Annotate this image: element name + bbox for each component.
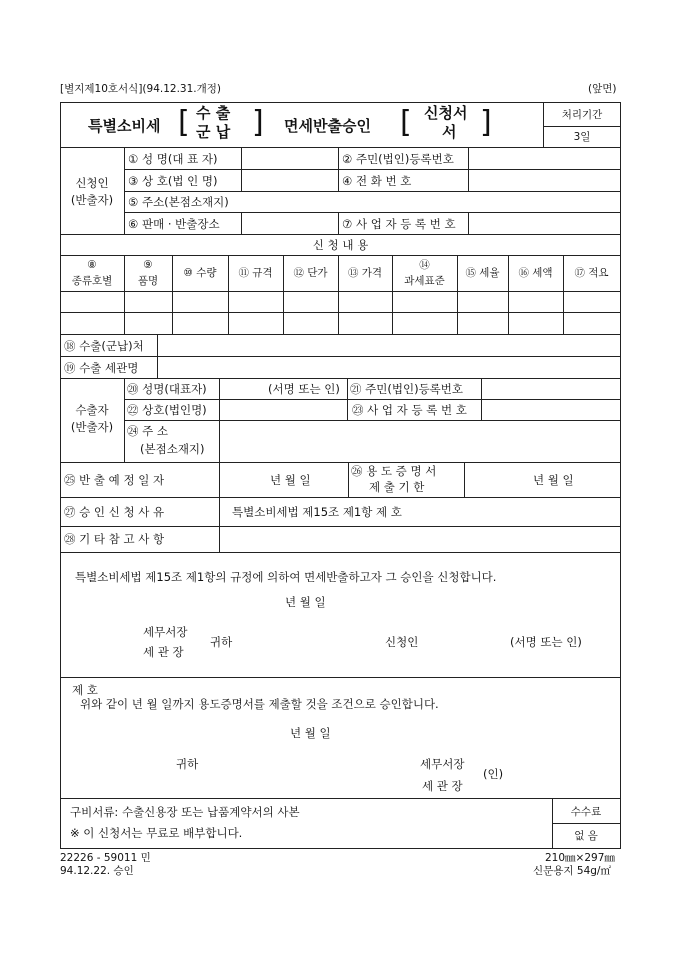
declaration-signature-hint[interactable]: (서명 또는 인) [510, 635, 582, 649]
declaration-honorific: 귀하 [210, 635, 233, 649]
exporter-reg-no-field[interactable] [483, 380, 619, 398]
export-customs-field[interactable] [159, 358, 619, 377]
release-date-label: ㉕ 반 출 예 정 일 자 [64, 473, 165, 487]
approval-honorific: 귀하 [176, 757, 199, 771]
bracket-right-1: ] [252, 105, 264, 140]
period-line [543, 126, 621, 127]
exporter-business-no-label: ㉓ 사 업 자 등 록 번 호 [352, 403, 467, 417]
exporter-company-field[interactable] [221, 401, 346, 419]
required-documents: 구비서류: 수출신용장 또는 납품계약서의 사본 [70, 805, 300, 819]
exporter-name-field[interactable] [221, 380, 346, 398]
sales-location-label: ⑥ 판매 · 반출장소 [128, 217, 220, 231]
applicant-name-field[interactable] [243, 149, 337, 168]
title-doc-application: 신청서 [424, 104, 468, 122]
applicant-address-label: ⑤ 주소(본점소재지) [128, 195, 229, 209]
approval-reason-field[interactable]: 특별소비세법 제15조 제1항 제 호 [232, 505, 402, 519]
col-type-label: 종류호별 [71, 275, 113, 287]
col-unit-price-label: ⑫ 단가 [293, 267, 328, 279]
col-tax-rate-label: ⑮ 세율 [465, 267, 500, 279]
item-row-2[interactable] [61, 313, 620, 333]
export-destination-field[interactable] [159, 336, 619, 355]
declaration-date[interactable]: 년 월 일 [285, 595, 326, 609]
certificate-deadline-field[interactable]: 년 월 일 [533, 473, 574, 487]
export-customs-label: ⑲ 수출 세관명 [64, 361, 139, 375]
exporter-company-label: ㉒ 상호(법인명) [127, 403, 207, 417]
title-main: 특별소비세 [88, 117, 161, 135]
fee-value: 없 음 [574, 830, 598, 842]
col-item-label: 품명 [137, 275, 159, 287]
title-option-export: 수 출 [196, 104, 231, 122]
form-code: 22226 - 59011 민 [60, 852, 151, 864]
other-reference-field[interactable] [221, 528, 619, 550]
declaration-text: 특별소비세법 제15조 제1항의 규정에 의하여 면세반출하고자 그 승인을 신청합니다. [75, 570, 497, 584]
applicant-company-label: ③ 상 호(법 인 명) [128, 174, 218, 188]
form-number: [별지제10호서식](94.12.31.개정) [60, 83, 221, 95]
applicant-address-field[interactable] [243, 193, 619, 211]
col-type-number: ⑧ [87, 259, 97, 271]
col-taxbase-number: ⑭ [419, 259, 430, 271]
frame-right [620, 102, 621, 849]
applicant-group-sublabel: (반출자) [70, 193, 114, 207]
page-side-label: (앞면) [588, 83, 617, 95]
exporter-group-label: 수출자 [75, 403, 109, 417]
frame-top [60, 102, 621, 103]
applicant-phone-field[interactable] [470, 171, 619, 190]
bracket-right-2: ] [480, 105, 492, 140]
exporter-group-sublabel: (반출자) [70, 420, 114, 434]
frame-left [60, 102, 61, 849]
business-reg-no-field[interactable] [470, 214, 619, 233]
col-tax-amount-label: ⑯ 세액 [518, 267, 553, 279]
col-taxbase-label: 과세표준 [404, 275, 445, 287]
applicant-company-field[interactable] [243, 171, 337, 190]
approval-date: 년 월 일 [290, 726, 331, 740]
export-destination-label: ⑱ 수출(군납)처 [64, 339, 144, 353]
col-item-number: ⑨ [143, 259, 153, 271]
item-row-1[interactable] [61, 292, 620, 311]
fee-label: 수수료 [570, 806, 602, 818]
title-bottom-line [60, 147, 621, 148]
approval-seal: (인) [483, 767, 504, 781]
release-date-field[interactable]: 년 월 일 [270, 473, 311, 487]
exporter-signature-hint: (서명 또는 인) [268, 382, 340, 396]
certificate-deadline-sublabel: 제 출 기 한 [369, 480, 425, 494]
paper-size: 210㎜×297㎜ [545, 852, 615, 864]
other-reference-label: ㉘ 기 타 참 고 사 항 [64, 532, 165, 546]
declaration-recipient-tax-office: 세무서장 [143, 625, 188, 639]
approval-reason-label: ㉗ 승 인 신 청 사 유 [64, 505, 165, 519]
applicant-name-label: ① 성 명(대 표 자) [128, 152, 218, 166]
approval-text: 위와 같이 년 월 일까지 용도증명서를 제출할 것을 조건으로 승인합니다. [80, 697, 439, 711]
bracket-left-2: [ [400, 105, 412, 140]
declaration-applicant-label: 신청인 [385, 635, 419, 649]
approval-issuer-tax-office: 세무서장 [420, 757, 465, 771]
exporter-address-sublabel: (본점소재지) [140, 442, 205, 456]
certificate-deadline-label: ㉖ 용 도 증 명 서 [351, 464, 437, 478]
col-quantity-label: ⑩ 수량 [183, 267, 217, 279]
title-doc-certificate: 서 [442, 123, 457, 141]
business-reg-no-label: ⑦ 사 업 자 등 록 번 호 [342, 217, 456, 231]
col-remarks-label: ⑰ 적요 [574, 267, 609, 279]
exporter-name-label: ⑳ 성명(대표자) [127, 382, 207, 396]
form-approval-date: 94.12.22. 승인 [60, 865, 134, 877]
col-spec-label: ⑪ 규격 [238, 267, 273, 279]
exporter-address-field[interactable] [221, 422, 619, 461]
applicant-phone-label: ④ 전 화 번 호 [342, 174, 412, 188]
free-distribution-note: ※ 이 신청서는 무료로 배부합니다. [70, 826, 243, 840]
request-section-title: 신 청 내 용 [312, 238, 369, 252]
approval-number: 제 호 [72, 683, 98, 697]
declaration-recipient-customs: 세 관 장 [143, 645, 184, 659]
col-price-label: ⑬ 가격 [347, 267, 383, 279]
frame-bottom [60, 848, 621, 849]
title-option-military: 군 납 [196, 123, 231, 141]
paper-type: 신문용지 54g/㎡ [533, 865, 611, 877]
applicant-group-label: 신청인 [75, 176, 109, 190]
processing-period-label: 처리기간 [561, 109, 603, 121]
sales-location-field[interactable] [243, 214, 337, 233]
applicant-reg-no-field[interactable] [470, 149, 619, 168]
applicant-reg-no-label: ② 주민(법인)등록번호 [342, 152, 454, 166]
approval-issuer-customs: 세 관 장 [422, 779, 463, 793]
exporter-business-no-field[interactable] [483, 401, 619, 419]
exporter-address-label: ㉔ 주 소 [127, 424, 169, 438]
processing-period-value: 3일 [573, 131, 591, 143]
bracket-left-1: [ [178, 105, 190, 140]
exporter-reg-no-label: ㉑ 주민(법인)등록번호 [350, 382, 463, 396]
title-middle: 면세반출승인 [284, 117, 371, 135]
